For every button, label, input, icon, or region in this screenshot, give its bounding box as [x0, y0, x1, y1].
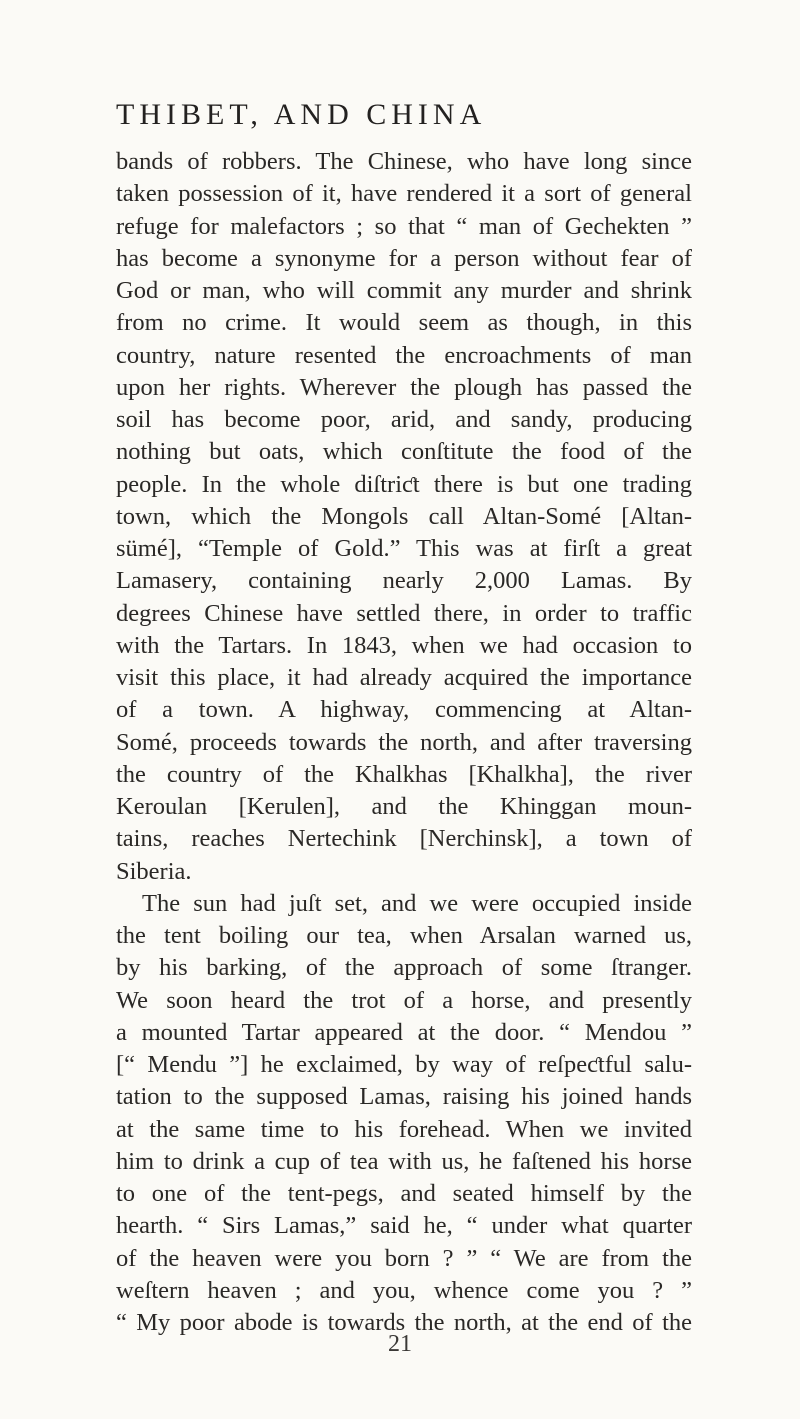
text-line: [“ Mendu ”] he exclaimed, by way of reſpeƈtful salu-: [116, 1051, 692, 1078]
paragraph-start-line: The sun had juſt set, and we were occupied inside: [142, 889, 692, 917]
text-line: Lamasery, containing nearly 2,000 Lamas. By: [116, 567, 692, 595]
text-line: tains, reaches Nertechink [Nerchinsk], a town of: [116, 825, 692, 853]
text-line: hearth. “ Sirs Lamas,” said he, “ under what quarter: [116, 1212, 692, 1240]
body-text: [116, 146, 692, 1339]
text-line: has become a synonyme for a person without fear of: [116, 244, 692, 272]
text-line: from no crime. It would seem as though, in this: [116, 309, 692, 337]
running-head: THIBET, AND CHINA: [116, 98, 487, 131]
text-line: of a town. A highway, commencing at Altan-: [116, 696, 692, 724]
text-line: with the Tartars. In 1843, when we had occasion to: [116, 631, 692, 659]
text-line: Keroulan [Kerulen], and the Khinggan moun-: [116, 793, 692, 820]
text-line: degrees Chinese have settled there, in order to traffic: [116, 599, 692, 627]
text-line: weſtern heaven ; and you, whence come you ? ”: [116, 1276, 692, 1304]
text-line: to one of the tent-pegs, and seated himself by the: [116, 1180, 692, 1207]
paragraph-end-line: Siberia.: [116, 857, 192, 885]
text-line: people. In the whole diſtriƈt there is but one trading: [116, 470, 692, 498]
text-line: tation to the supposed Lamas, raising his joined hands: [116, 1083, 692, 1111]
page-number: 21: [388, 1331, 412, 1357]
text-line: by his barking, of the approach of some ſtranger.: [116, 954, 692, 982]
text-line: We soon heard the trot of a horse, and presently: [116, 986, 692, 1014]
text-line: him to drink a cup of tea with us, he faſtened his horse: [116, 1147, 692, 1175]
text-line: at the same time to his forehead. When we invited: [116, 1115, 692, 1143]
text-line: a mounted Tartar appeared at the door. “ Mendou ”: [116, 1018, 692, 1046]
text-line: refuge for malefactors ; so that “ man of Gechekten ”: [116, 212, 692, 240]
text-line: soil has become poor, arid, and sandy, producing: [116, 406, 692, 433]
text-line: bands of robbers. The Chinese, who have long since: [116, 148, 692, 175]
text-line: the tent boiling our tea, when Arsalan warned us,: [116, 922, 692, 949]
text-line: taken possession of it, have rendered it a sort of general: [116, 180, 692, 208]
text-line: Somé, proceeds towards the north, and after traversing: [116, 728, 692, 756]
text-line: visit this place, it had already acquired the importance: [116, 664, 692, 691]
text-line: “ My poor abode is towards the north, at the end of the: [116, 1309, 692, 1336]
text-line: town, which the Mongols call Altan-Somé [Altan-: [116, 502, 692, 530]
text-line: upon her rights. Wherever the plough has passed the: [116, 373, 692, 401]
text-line: God or man, who will commit any murder and shrink: [116, 277, 692, 304]
text-line: the country of the Khalkhas [Khalkha], the river: [116, 760, 692, 788]
text-line: country, nature resented the encroachments of man: [116, 341, 692, 369]
text-line: sümé], “Temple of Gold.” This was at firſt a great: [116, 535, 692, 562]
text-line: nothing but oats, which conſtitute the food of the: [116, 438, 692, 466]
text-line: of the heaven were you born ? ” “ We are from the: [116, 1244, 692, 1272]
